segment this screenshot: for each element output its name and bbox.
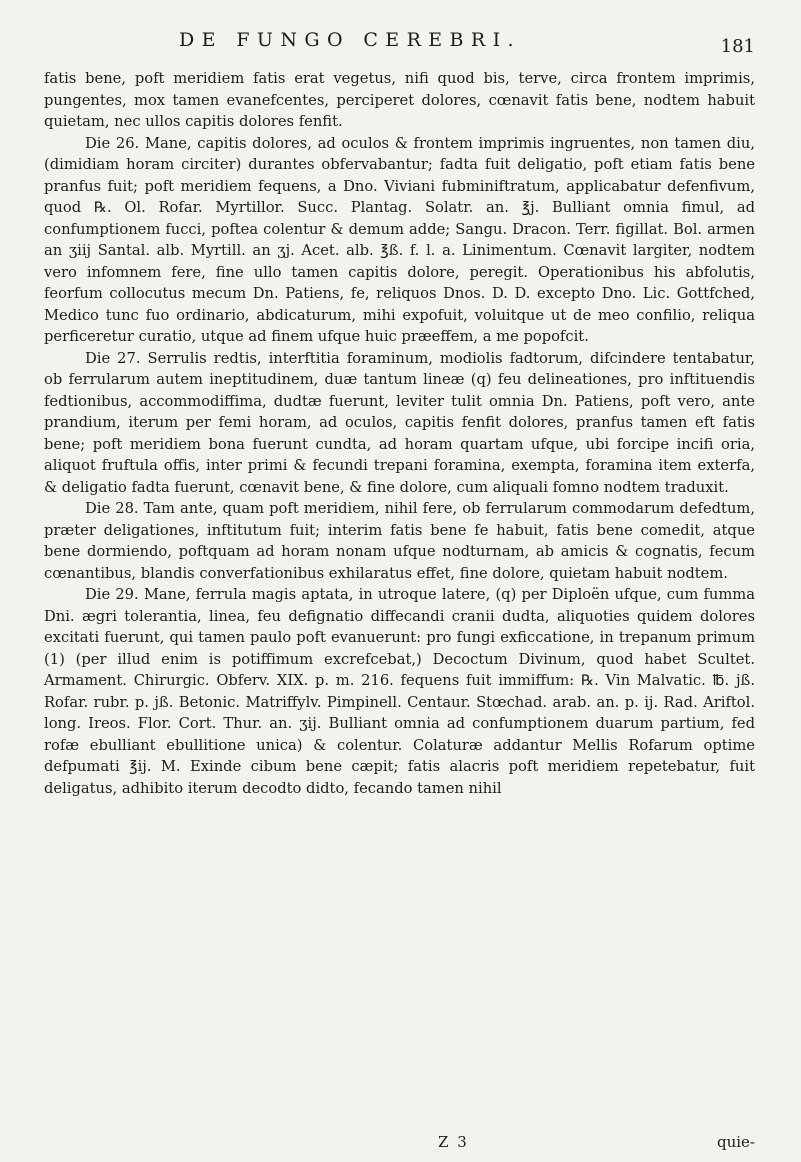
paragraph-die-29: Die 29. Mane, ferrula magis aptata, in utroque latere, (q) per Diploën ufque, cum fumma Dni. ægri tolerantia, linea, feu defignatio diffecandi cranii dudta, aliquoties quidem dolores excitati fuerunt, qui tamen paulo poft evanuerunt: pro fungi exficcatione, in trepanum primum (1) (per illud enim is potiffimum excrefcebat,) Decoctum Divinum, quod habet Scultet. Armament. Chirurgic. Obferv. XIX. p. m. 216. fequens fuit immiffum: ℞. Vin Malvatic. ℔. jß. Rofar. rubr. p. jß. Betonic. Matriffylv. Pimpinell. Centaur. Stœchad. arab. an. p. ij. Rad. Ariftol. long. Ireos. Flor. Cort. Thur. an. ʒij. Bulliant omnia ad confumptionem duarum partium, fed rofæ ebulliant ebullitione unica) & colentur. Colaturæ addantur Mellis Rofarum optime defpumati ℥ij. M. Exinde cibum bene cæpit; fatis alacris poft meridiem repetebatur, fuit deligatus, adhibito iterum decodto didto, fecando tamen nihil (44, 586, 755, 797)
paragraph-die-27: Die 27. Serrulis redtis, interftitia foraminum, modiolis fadtorum, difcindere tentabatur, ob ferrularum autem ineptitudinem, duæ tantum lineæ (q) feu delineationes, pro inftituendis fedtionibus, accommodiffima, dudtæ fuerunt, leviter tulit omnia Dn. Patiens, poft vero, ante prandium, iterum per femi horam, ad oculos, capitis fenfit dolores, pranfus tamen eft fatis bene; poft meridiem bona fuerunt cundta, ad horam quartam ufque, ubi forcipe incifi oria, aliquot fruftula offis, inter primi & fecundi trepani foramina, exempta, foramina item exterfa, & deligatio fadta fuerunt, cœnavit bene, & fine dolore, cum aliquali fomno nodtem traduxit. (44, 349, 755, 496)
page-number: 181 (720, 36, 755, 57)
paragraph-die-26: Die 26. Mane, capitis dolores, ad oculos & frontem imprimis ingruentes, non tamen diu, (dimidiam horam circiter) durantes obfervabantur; fadta fuit deligatio, poft etiam fatis bene pranfus fuit; poft meridiem fequens, a Dno. Viviani fubminiftratum, applicabatur defenfivum, quod ℞. Ol. Rofar. Myrtillor. Succ. Plantag. Solatr. an. ℥j. Bulliant omnia fimul, ad confumptionem fucci, poftea colentur & demum adde; Sangu. Dracon. Terr. figillat. Bol. armen an ʒiij Santal. alb. Myrtill. an ʒj. Acet. alb. ℥ß. f. l. a. Linimentum. Cœnavit largiter, nodtem vero infomnem fere, fine ullo tamen capitis dolore, peregit. Operationibus his abfolutis, feorfum collocutus mecum Dn. Patiens, fe, reliquos Dnos. D. D. excepto Dno. Lic. Gottfched, Medico tunc fuo ordinario, abdicaturum, mihi expofuit, voluitque ut de meo confilio, reliqua perficeretur curatio, utque ad finem ufque huic præeffem, a me popofcit. (44, 134, 755, 345)
catchword: quie- (716, 1133, 755, 1151)
running-head (44, 0, 755, 70)
paragraph-die-28: Die 28. Tam ante, quam poft meridiem, nihil fere, ob ferrularum commodarum defedtum, præter deligationes, inftitutum fuit; interim fatis bene fe habuit, fatis bene comedit, atque bene dormiendo, poftquam ad horam nonam ufque nodturnam, ab amicis & cognatis, fecum cœnantibus, blandis converfationibus exhilaratus effet, fine dolore, quietam habuit nodtem. (44, 500, 755, 582)
signature-mark: Z 3 (438, 1133, 469, 1151)
paragraph-continuation: fatis bene, poft meridiem fatis erat vegetus, nifi quod bis, terve, circa frontem imprimis, pungentes, mox tamen evanefcentes, perciperet dolores, cœnavit fatis bene, nodtem habuit quietam, nec ullos capitis dolores fenfit. (44, 70, 755, 130)
body-text (44, 68, 755, 799)
page-header-title: DE FUNGO CEREBRI. (179, 29, 521, 51)
